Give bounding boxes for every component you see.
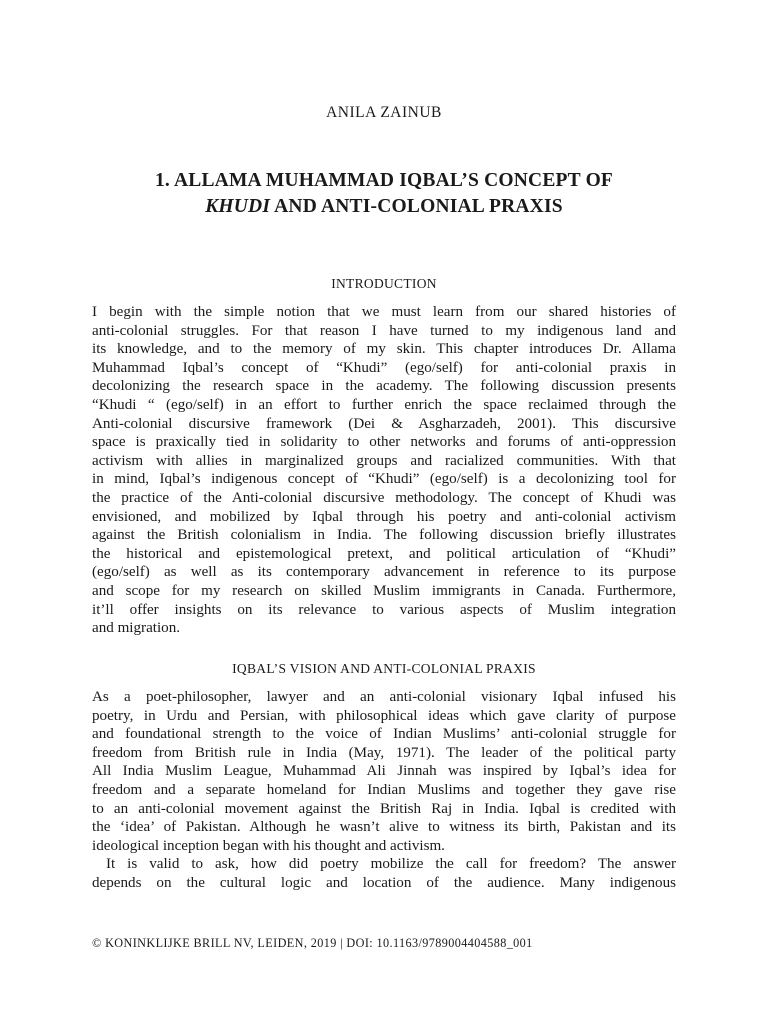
- text-line: it’ll offer insights on its relevance to various aspects of Muslim integration: [92, 601, 676, 618]
- text-line: “Khudi “ (ego/self) in an effort to further enrich the space reclaimed through the: [92, 396, 676, 413]
- section-heading-introduction: INTRODUCTION: [331, 276, 437, 291]
- text-line: It is valid to ask, how did poetry mobilize the call for freedom? The answer: [106, 856, 676, 872]
- author-name: ANILA ZAINUB: [326, 104, 442, 121]
- text-line: against the British colonialism in India. The following discussion briefly illustrates: [92, 527, 676, 544]
- introduction-paragraph: [92, 303, 676, 638]
- text-line: activism with allies in marginalized groups and racialized communities. With that: [92, 452, 676, 469]
- chapter-title-italic-term: KHUDI: [205, 196, 271, 217]
- text-line: (ego/self) as well as its contemporary advancement in reference to its purpose: [92, 564, 676, 581]
- text-line: freedom and a separate homeland for Indian Muslims and together they gave rise: [92, 781, 676, 798]
- chapter-title-line-1: 1. ALLAMA MUHAMMAD IQBAL’S CONCEPT OF: [154, 170, 614, 191]
- text-line: Muhammad Iqbal’s concept of “Khudi” (ego/self) for anti-colonial praxis in: [92, 359, 676, 376]
- text-line: the ‘idea’ of Pakistan. Although he wasn’t alive to witness its birth, Pakistan and its: [92, 819, 676, 836]
- text-line: anti-colonial struggles. For that reason I have turned to my indigenous land and: [92, 322, 676, 339]
- text-line: envisioned, and mobilized by Iqbal through his poetry and anti-colonial activism: [92, 508, 676, 525]
- chapter-title-line-2-rest: AND ANTI-COLONIAL PRAXIS: [270, 196, 563, 217]
- text-line: ideological inception began with his thought and activism.: [92, 837, 445, 854]
- text-line: in mind, Iqbal’s indigenous concept of “Khudi” (ego/self) is a decolonizing tool for: [92, 471, 676, 488]
- text-line: its knowledge, and to the memory of my skin. This chapter introduces Dr. Allama: [92, 341, 676, 358]
- text-line: and foundational strength to the voice of Indian Muslims’ anti-colonial struggle for: [92, 726, 676, 743]
- poetry-paragraph: [92, 855, 676, 892]
- vision-paragraph: [92, 688, 676, 855]
- text-line: As a poet-philosopher, lawyer and an anti-colonial visionary Iqbal infused his: [92, 689, 676, 705]
- section-heading-vision: IQBAL’S VISION AND ANTI-COLONIAL PRAXIS: [232, 661, 536, 676]
- text-line: depends on the cultural logic and location of the audience. Many indigenous: [92, 874, 676, 891]
- text-line: decolonizing the research space in the academy. The following discussion presents: [92, 378, 676, 395]
- chapter-title: [92, 168, 676, 220]
- text-line: All India Muslim League, Muhammad Ali Jinnah was inspired by Iqbal’s idea for: [92, 763, 676, 780]
- text-line: and scope for my research on skilled Muslim immigrants in Canada. Furthermore,: [92, 582, 676, 599]
- text-line: the practice of the Anti-colonial discursive methodology. The concept of Khudi was: [92, 489, 676, 506]
- text-line: the historical and epistemological pretext, and political articulation of “Khudi”: [92, 545, 676, 562]
- copyright-footer: © KONINKLIJKE BRILL NV, LEIDEN, 2019 | DOI: 10.1163/9789004404588_001: [92, 936, 533, 950]
- text-line: to an anti-colonial movement against the British Raj in India. Iqbal is credited with: [92, 800, 676, 817]
- text-line: space is praxically tied in solidarity to other networks and forums of anti-oppression: [92, 434, 676, 451]
- text-line: Anti-colonial discursive framework (Dei & Asgharzadeh, 2001). This discursive: [92, 415, 676, 432]
- document-page: [92, 0, 676, 1024]
- text-line: poetry, in Urdu and Persian, with philosophical ideas which gave clarity of purpose: [92, 707, 676, 724]
- text-line: freedom from British rule in India (May, 1971). The leader of the political party: [92, 744, 676, 761]
- text-line: I begin with the simple notion that we must learn from our shared histories of: [92, 304, 676, 320]
- chapter-title-line-2: [92, 194, 676, 220]
- text-line: and migration.: [92, 620, 181, 637]
